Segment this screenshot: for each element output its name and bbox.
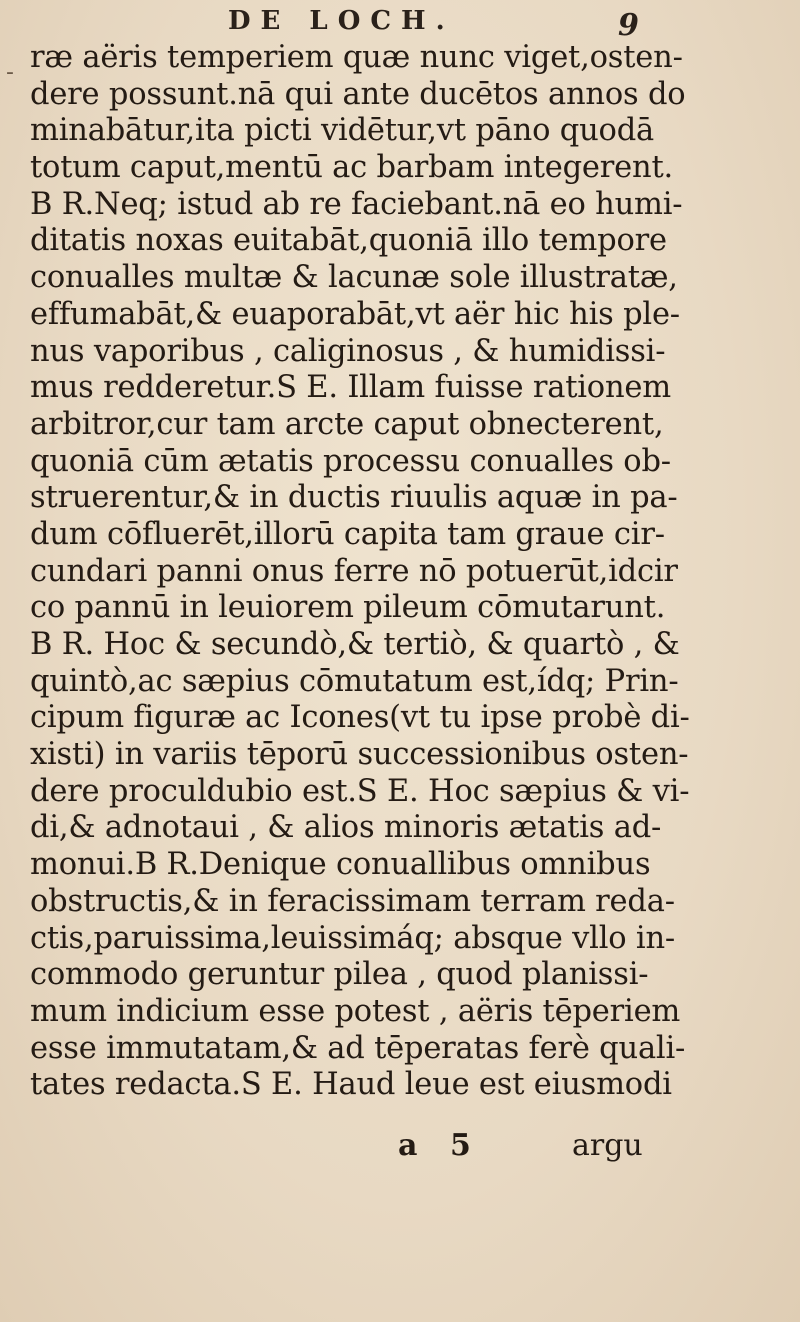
text-line: minabātur,ita picti vidētur,vt pāno quodā [30, 113, 655, 149]
text-line: struerentur,& in ductis riuulis aquæ in pa- [30, 480, 678, 516]
signature-number: 5 [450, 1128, 471, 1163]
text-line: ditatis noxas euitabāt,quoniā illo tempore [30, 223, 667, 259]
text-line: mum indicium esse potest , aëris tēperiem [30, 993, 681, 1029]
text-line: monui.B R.Denique conuallibus omnibus [30, 847, 651, 883]
text-line: ræ aëris temperiem quæ nunc viget,osten- [30, 40, 683, 75]
text-line: tates redacta.S E. Haud leue est eiusmodi [30, 1067, 672, 1103]
text-line: dum cōfluerēt,illorū capita tam graue cir- [30, 516, 665, 552]
text-line: B R. Hoc & secundò,& tertiò, & quartò , & [30, 627, 680, 662]
text-line: effumabāt,& euaporabāt,vt aër hic his ple- [30, 296, 680, 332]
running-head: DE LOCH. [228, 6, 455, 36]
text-line: totum caput,mentū ac barbam integerent. [30, 150, 674, 186]
body-text [30, 40, 770, 1104]
text-line: obstructis,& in feracissimam terram reda- [30, 883, 675, 919]
text-line: nus vaporibus , caliginosus , & humidissi- [30, 333, 666, 369]
page-footer [0, 1128, 800, 1168]
text-line: B R.Neq; istud ab re faciebant.nā eo humi- [30, 186, 683, 222]
text-line: esse immutatam,& ad tēperatas ferè quali- [30, 1030, 686, 1066]
text-line: dere possunt.nā qui ante ducētos annos do [30, 76, 686, 112]
page-number: 9 [618, 8, 639, 43]
catchword: argu [572, 1128, 643, 1163]
text-line: xisti) in variis tēporū successionibus osten- [30, 737, 689, 773]
page-header [0, 4, 800, 44]
text-line: quoniā cūm ætatis processu conualles ob- [30, 443, 671, 479]
text-line: cundari panni onus ferre nō potuerūt,idcir [30, 553, 678, 589]
text-line: cipum figuræ ac Icones(vt tu ipse probè di- [30, 700, 690, 736]
margin-mark: - [6, 60, 14, 85]
text-line: conualles multæ & lacunæ sole illustratæ, [30, 260, 678, 296]
text-line: di,& adnotaui , & alios minoris ætatis ad- [30, 810, 662, 846]
signature-mark: a [398, 1128, 418, 1163]
text-line: commodo geruntur pilea , quod planissi- [30, 957, 649, 993]
text-line: quintò,ac sæpius cōmutatum est,ídq; Prin- [30, 663, 679, 699]
text-line: arbitror,cur tam arcte caput obnecterent, [30, 406, 664, 442]
text-line: mus redderetur.S E. Illam fuisse rationem [30, 370, 671, 406]
text-line: ctis,paruissima,leuissimáq; absque vllo in- [30, 920, 676, 956]
text-line: dere proculdubio est.S E. Hoc sæpius & vi- [30, 773, 690, 809]
text-line: co pannū in leuiorem pileum cōmutarunt. [30, 590, 666, 626]
